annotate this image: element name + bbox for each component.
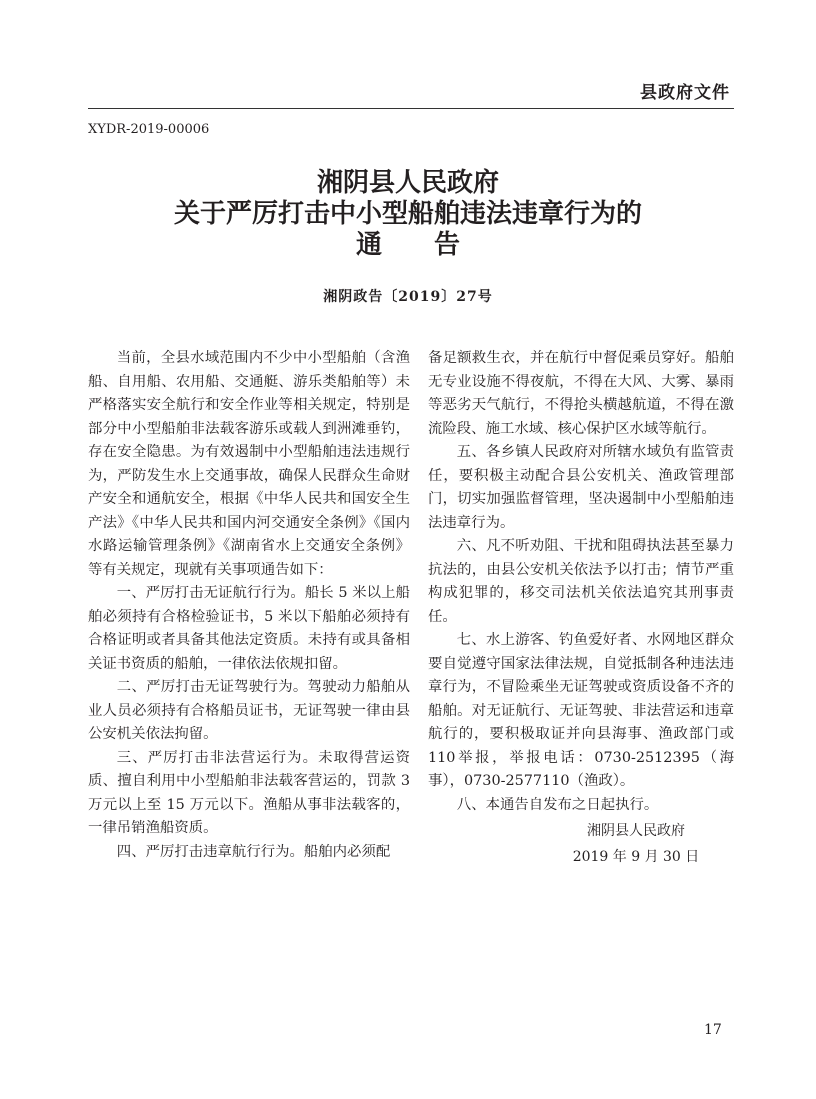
- paragraph-7: 七、水上游客、钓鱼爱好者、水网地区群众要自觉遵守国家法律法规，自觉抵制各种违法违章行为，不冒险乘坐无证驾驶或资质设备不齐的船舶。对无证航行、无证驾驶、非法营运和违章航行的，要积极取证并向县海事、渔政部门或110举报，举报电话：0730-2512395（海事），0730-2577110（渔政）。: [428, 632, 734, 789]
- document-number: XYDR-2019-00006: [88, 122, 210, 137]
- paragraph-4-start: 四、严厉打击违章航行行为。船舶内必须配: [116, 843, 391, 860]
- title-line: 通 告: [355, 230, 460, 260]
- section-header: 县政府文件: [640, 83, 730, 103]
- page-number: 17: [704, 1022, 722, 1038]
- signature-org: 湘阴县人民政府: [587, 823, 685, 839]
- issue-number: 湘阴政告〔2019〕27号: [323, 289, 493, 305]
- title-line: 湘阴县人民政府: [316, 168, 499, 198]
- paragraph-8: 八、本通告自发布之日起执行。: [456, 796, 659, 813]
- left-column: [88, 347, 410, 864]
- right-column: [428, 347, 734, 817]
- title-line: 关于严厉打击中小型船舶违法违章行为的: [173, 199, 642, 229]
- paragraph-3: 三、严厉打击非法营运行为。未取得营运资质、擅自利用中小型船舶非法载客营运的，罚款 3 万元以上至 15 万元以下。渔船从事非法载客的，一律吊销渔船资质。: [88, 749, 410, 836]
- paragraph-2: 二、严厉打击无证驾驶行为。驾驶动力船舶从业人员必须持有合格船员证书，无证驾驶一律由县公安机关依法拘留。: [88, 679, 410, 742]
- paragraph-1: 一、严厉打击无证航行行为。船长 5 米以上船舶必须持有合格检验证书，5 米以下船舶必须持有合格证明或者具备其他法定资质。未持有或具备相关证书资质的船舶，一律依法依规扣留。: [88, 585, 410, 672]
- document-title: [0, 168, 816, 261]
- paragraph-5: 五、各乡镇人民政府对所辖水域负有监管责任，要积极主动配合县公安机关、渔政管理部门，切实加强监督管理，坚决遏制中小型船舶违法违章行为。: [428, 444, 734, 531]
- header-rule: [88, 108, 734, 109]
- signature-date: 2019 年 9 月 30 日: [572, 849, 700, 865]
- paragraph-intro: 当前，全县水域范围内不少中小型船舶（含渔船、自用船、农用船、交通艇、游乐类船舶等）未严格落实安全航行和安全作业等相关规定，特别是部分中小型船舶非法载客游乐或载人到洲滩垂钓，存在安全隐患。为有效遏制中小型船舶违法违规行为，严防发生水上交通事故，确保人民群众生命财产安全和通航安全，根据《中华人民共和国安全生产法》《中华人民共和国内河交通安全条例》《国内水路运输管理条例》《湖南省水上交通安全条例》等有关规定，现就有关事项通告如下：: [88, 350, 410, 578]
- paragraph-6: 六、凡不听劝阻、干扰和阻碍执法甚至暴力抗法的，由县公安机关依法予以打击；情节严重构成犯罪的，移交司法机关依法追究其刑事责任。: [428, 538, 734, 625]
- signature-block: [566, 818, 706, 870]
- paragraph-4-continued: 备足额救生衣，并在航行中督促乘员穿好。船舶无专业设施不得夜航，不得在大风、大雾、暴雨等恶劣天气航行，不得抢头横越航道，不得在激流险段、施工水域、核心保护区水域等航行。: [428, 350, 734, 437]
